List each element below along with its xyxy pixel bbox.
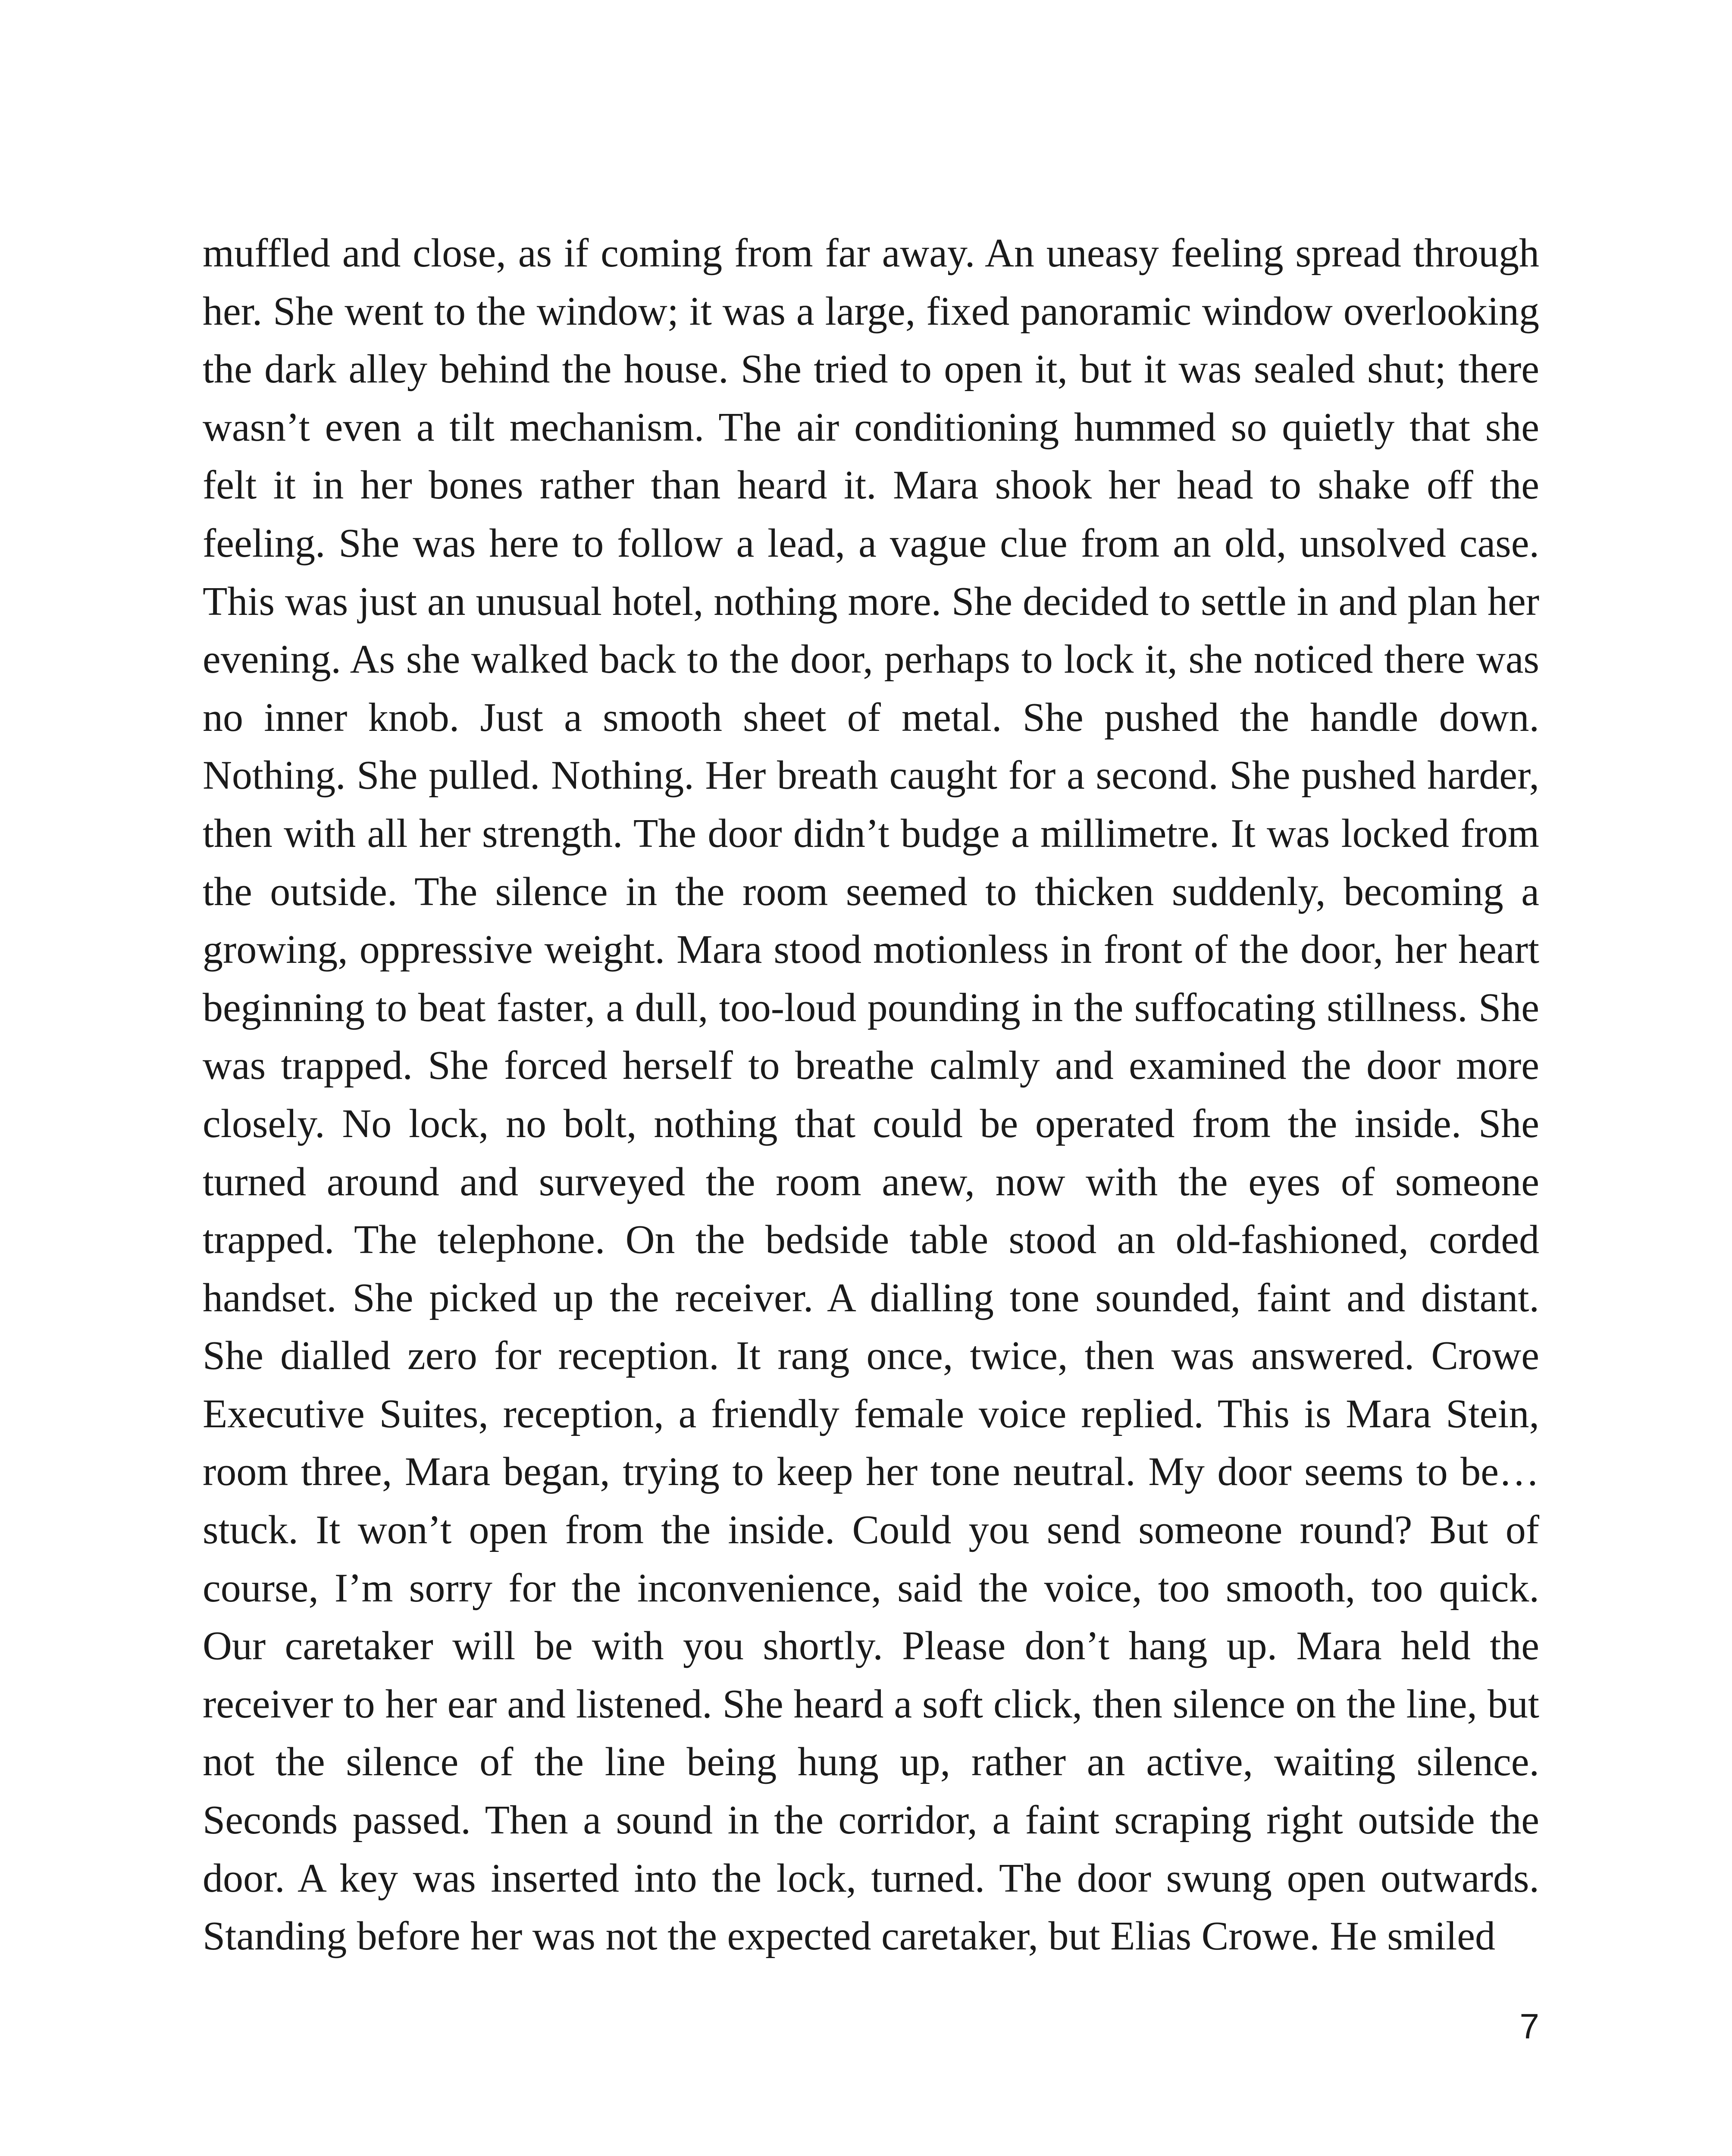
body-paragraph: muffled and close, as if coming from far away. An uneasy feeling spread through her. She went to the window; it was a large, fixed panoramic window overlooking the dark alley behind the house. She tried to open it, but it was sealed shut; there wasn’t even a tilt mechanism. The air conditioning hummed so quietly that she felt it in her bones rather than heard it. Mara shook her head to shake off the feeling. She was here to follow a lead, a vague clue from an old, unsolved case. This was just an unusual hotel, nothing more. She decided to settle in and plan her evening. As she walked back to the door, perhaps to lock it, she noticed there was no inner knob. Just a smooth sheet of metal. She pushed the handle down. Nothing. She pulled. Nothing. Her breath caught for a second. She pushed harder, then with all her strength. The door didn’t budge a millimetre. It was locked from the outside. The silence in the room seemed to thicken suddenly, becoming a growing, oppressive weight. Mara stood motionless in front of the door, her heart beginning to beat faster, a dull, too-loud pounding in the suffocating stillness. She was trapped. She forced herself to breathe calmly and examined the door more closely. No lock, no bolt, nothing that could be operated from the inside. She turned around and surveyed the room anew, now with the eyes of someone trapped. The telephone. On the bedside table stood an old-fashioned, corded handset. She picked up the receiver. A dialling tone sounded, faint and distant. She dialled zero for reception. It rang once, twice, then was answered. Crowe Executive Suites, reception, a friendly female voice replied. This is Mara Stein, room three, Mara began, trying to keep her tone neutral. My door seems to be… stuck. It won’t open from the inside. Could you send someone round? But of course, I’m sorry for the inconvenience, said the voice, too smooth, too quick. Our caretaker will be with you shortly. Please don’t hang up. Mara held the receiver to her ear and listened. She heard a soft click, then silence on the line, but not the silence of the line being hung up, rather an active, waiting silence. Seconds passed. Then a sound in the corridor, a faint scraping right outside the door. A key was inserted into the lock, turned. The door swung open outwards. Standing before her was not the expected caretaker, but Elias Crowe. He smiled (203, 231, 1539, 1959)
page-number: 7 (1519, 2007, 1539, 2046)
